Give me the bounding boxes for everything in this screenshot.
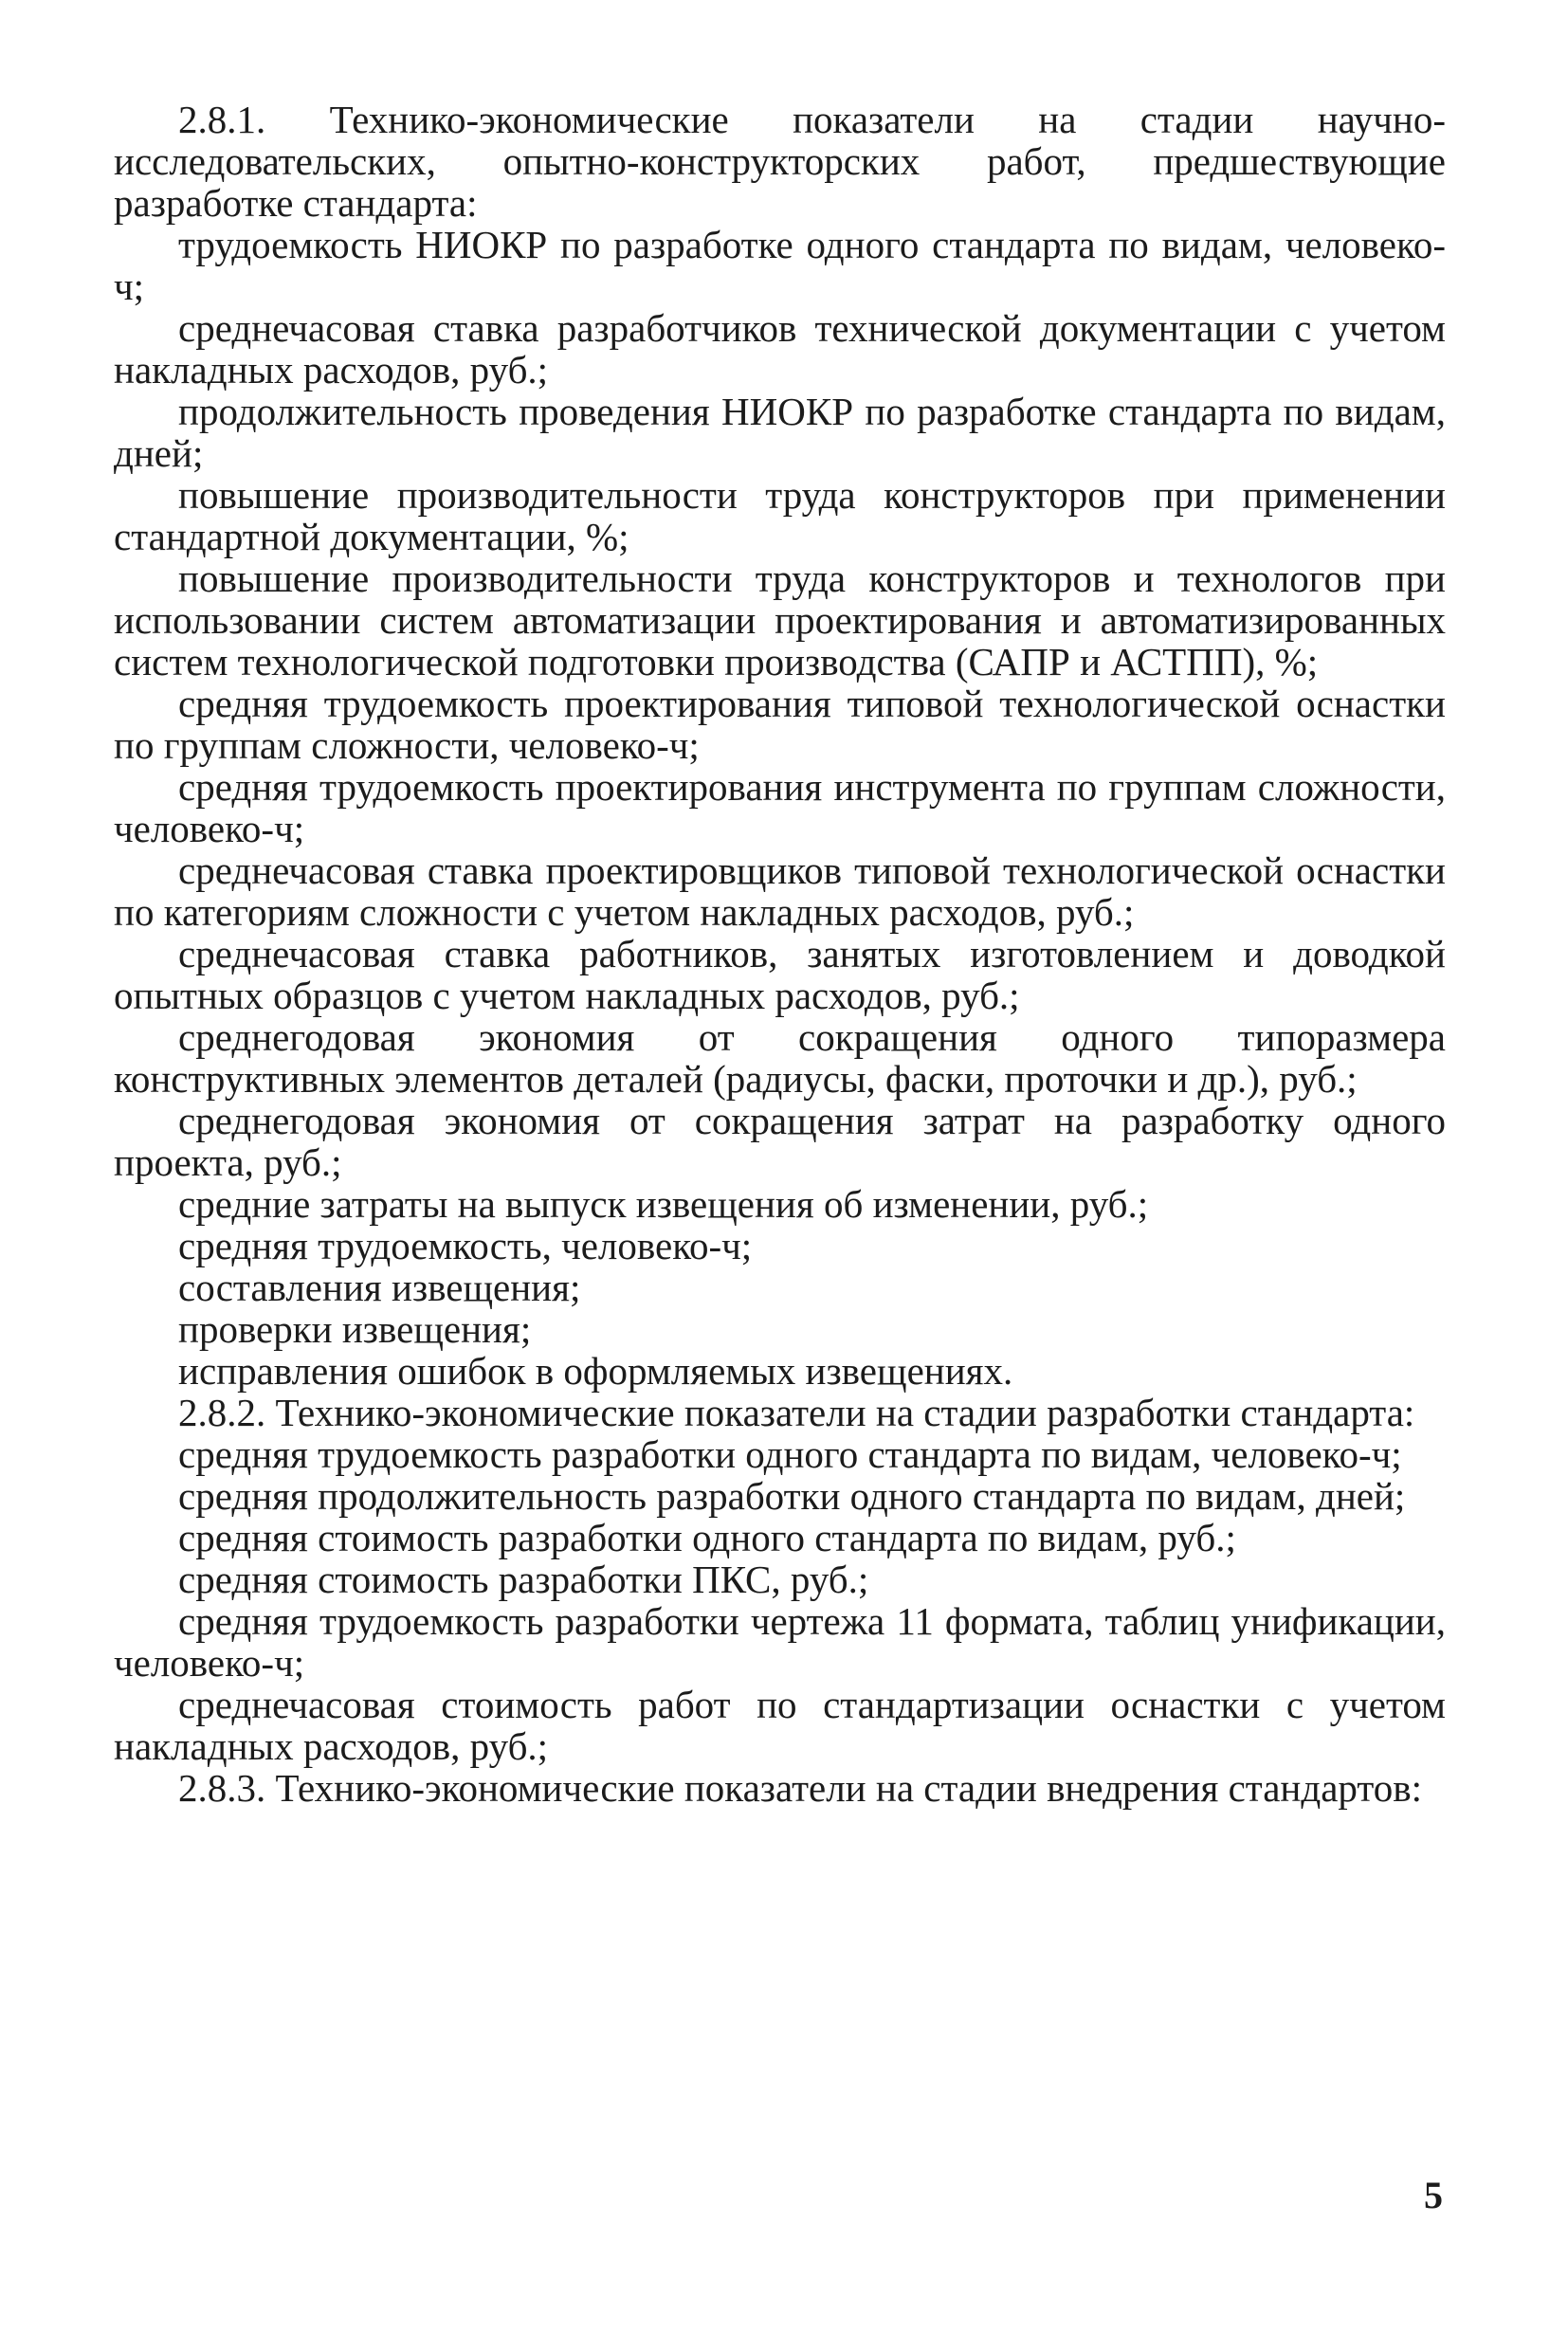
list-item: продолжительность проведения НИОКР по разработке стандарта по видам, дней; [114,390,1446,475]
list-item: среднечасовая ставка работников, занятых изготовлением и доводкой опытных образцов с учетом накладных расходов, руб.; [114,932,1446,1017]
list-item: среднечасовая ставка проектировщиков типовой технологической оснастки по категориям сложности с учетом накладных расходов, руб.; [114,848,1446,934]
document-body [114,95,1446,1809]
list-item: средняя трудоемкость разработки одного стандарта по видам, человеко-ч; [178,1432,1402,1476]
page-number: 5 [1424,2174,1443,2216]
list-item: средняя стоимость разработки ПКС, руб.; [178,1558,869,1601]
list-item: повышение производительности труда конструкторов и технологов при использовании систем автоматизации проектирования и автоматизированных систем технологической подготовки производства (САПР и АСТПП), %; [114,556,1446,683]
list-item: среднегодовая экономия от сокращения одного типоразмера конструктивных элементов деталей (радиусы, фаски, проточки и др.), руб.; [114,1015,1446,1101]
list-item: средняя трудоемкость, человеко-ч; [178,1224,753,1267]
section-heading-2-8-2: 2.8.2. Технико-экономические показатели на стадии разработки стандарта: [178,1391,1415,1434]
list-item: средняя трудоемкость проектирования инструмента по группам сложности, человеко-ч; [114,765,1446,850]
list-item: средняя трудоемкость проектирования типовой технологической оснастки по группам сложности, человеко-ч; [114,682,1446,767]
list-item: проверки извещения; [178,1307,532,1351]
list-item: средняя трудоемкость разработки чертежа 11 формата, таблиц унификации, человеко-ч; [114,1599,1446,1685]
list-item: средняя стоимость разработки одного стандарта по видам, руб.; [178,1516,1236,1559]
section-heading-2-8-3: 2.8.3. Технико-экономические показатели на стадии внедрения стандартов: [178,1766,1422,1810]
list-item: средняя продолжительность разработки одного стандарта по видам, дней; [178,1474,1406,1518]
list-item: трудоемкость НИОКР по разработке одного стандарта по видам, человеко-ч; [114,223,1446,308]
list-item: среднечасовая ставка разработчиков технической документации с учетом накладных расходов, руб.; [114,306,1446,392]
list-item: средние затраты на выпуск извещения об изменении, руб.; [178,1182,1149,1226]
section-heading-2-8-1: 2.8.1. Технико-экономические показатели на стадии научно-исследовательских, опытно-конструкторских работ, предшествующие разработке стандарта: [114,98,1446,225]
list-item: составления извещения; [178,1266,581,1309]
list-item: среднечасовая стоимость работ по стандартизации оснастки с учетом накладных расходов, руб.; [114,1683,1446,1768]
list-item: среднегодовая экономия от сокращения затрат на разработку одного проекта, руб.; [114,1099,1446,1184]
list-item: повышение производительности труда конструкторов при применении стандартной документации, %; [114,473,1446,558]
list-item: исправления ошибок в оформляемых извещениях. [178,1349,1013,1393]
